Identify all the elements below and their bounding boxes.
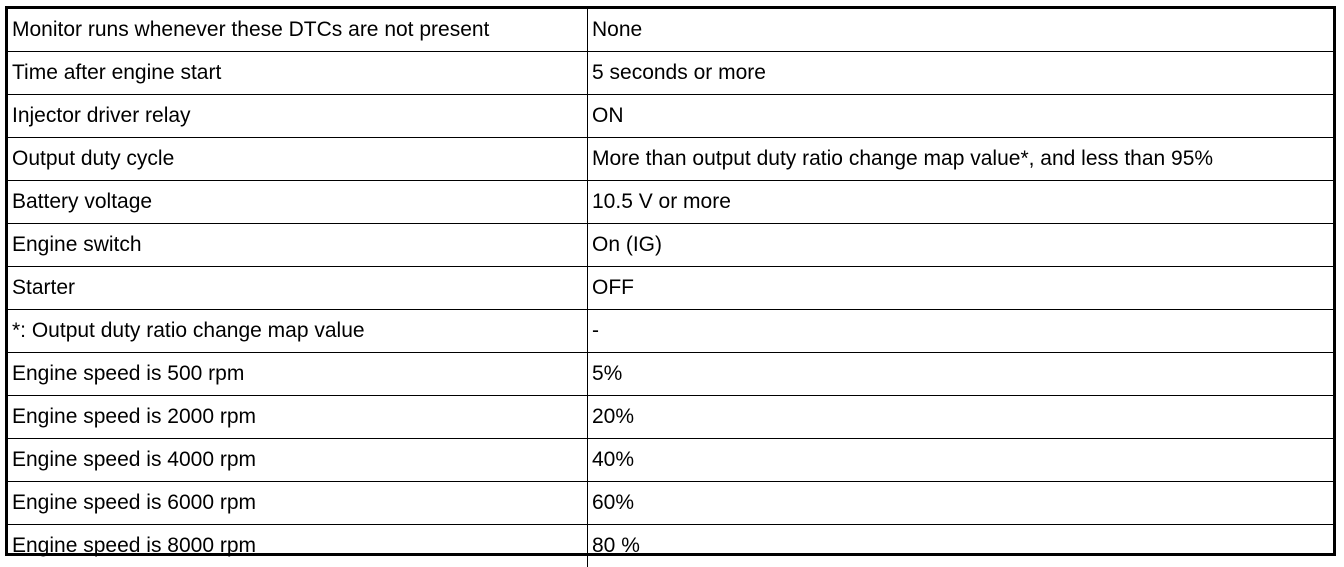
condition-cell: Output duty cycle [8,138,588,181]
value-cell: 40% [588,439,1334,482]
table-row [8,482,1333,525]
condition-cell: Monitor runs whenever these DTCs are not present [8,9,588,52]
table-row [8,439,1333,482]
condition-cell: *: Output duty ratio change map value [8,310,588,353]
condition-cell: Engine speed is 6000 rpm [8,482,588,525]
table-row [8,353,1333,396]
condition-cell: Engine switch [8,224,588,267]
table-row [8,9,1333,52]
value-cell: 5% [588,353,1334,396]
condition-cell: Engine speed is 8000 rpm [8,525,588,567]
value-cell: 10.5 V or more [588,181,1334,224]
condition-cell: Engine speed is 500 rpm [8,353,588,396]
condition-cell: Time after engine start [8,52,588,95]
value-cell: ON [588,95,1334,138]
condition-cell: Engine speed is 2000 rpm [8,396,588,439]
value-cell: None [588,9,1334,52]
conditions-table [5,6,1336,556]
value-cell: 80 % [588,525,1334,567]
value-cell: 5 seconds or more [588,52,1334,95]
table-row [8,525,1333,567]
condition-cell: Injector driver relay [8,95,588,138]
table-row [8,310,1333,353]
conditions-grid [8,9,1333,567]
table-row [8,224,1333,267]
condition-cell: Battery voltage [8,181,588,224]
value-cell: - [588,310,1334,353]
value-cell: 20% [588,396,1334,439]
table-row [8,95,1333,138]
condition-cell: Starter [8,267,588,310]
table-row [8,181,1333,224]
table-row [8,267,1333,310]
value-cell: More than output duty ratio change map value*, and less than 95% [588,138,1334,181]
condition-cell: Engine speed is 4000 rpm [8,439,588,482]
table-row [8,138,1333,181]
table-row [8,52,1333,95]
value-cell: OFF [588,267,1334,310]
value-cell: 60% [588,482,1334,525]
table-row [8,396,1333,439]
value-cell: On (IG) [588,224,1334,267]
